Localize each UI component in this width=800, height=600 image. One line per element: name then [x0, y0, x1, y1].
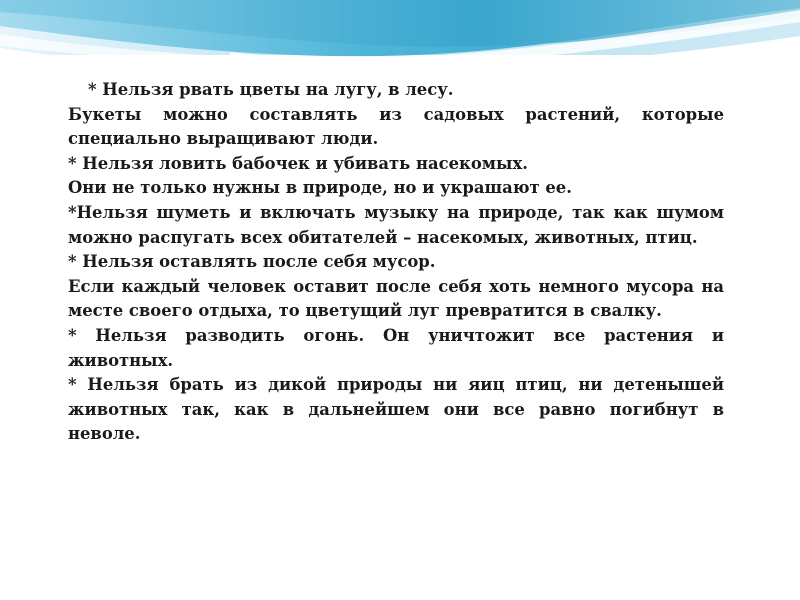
paragraph-rule-fire: * Нельзя разводить огонь. Он уничтожит все растения и животных.	[68, 325, 724, 370]
paragraph-rule-butterflies: * Нельзя ловить бабочек и убивать насекомых.	[68, 153, 528, 173]
header-wave-decoration	[0, 0, 800, 90]
paragraph-rule-litter: * Нельзя оставлять после себя мусор.	[68, 252, 436, 272]
paragraph-rule-wildlife: * Нельзя брать из дикой природы ни яиц птиц, ни детенышей животных так, как в дальнейшем они все равно погибнут в неволе.	[68, 375, 724, 444]
paragraph-litter-explanation: Если каждый человек оставит после себя хоть немного мусора на месте своего отдыха, то цветущий луг превратится в свалку.	[68, 276, 724, 321]
paragraph-insects-benefit: Они не только нужны в природе, но и украшают ее.	[68, 178, 572, 198]
paragraph-rule-noise: *Нельзя шуметь и включать музыку на природе, так как шумом можно распугать всех обитателей – насекомых, животных, птиц.	[68, 202, 724, 247]
paragraph-bouquets: Букеты можно составлять из садовых растений, которые специально выращивают люди.	[68, 104, 724, 149]
paragraph-rule-flowers: * Нельзя рвать цветы на лугу, в лесу.	[88, 80, 454, 99]
slide-text-body	[68, 78, 724, 447]
